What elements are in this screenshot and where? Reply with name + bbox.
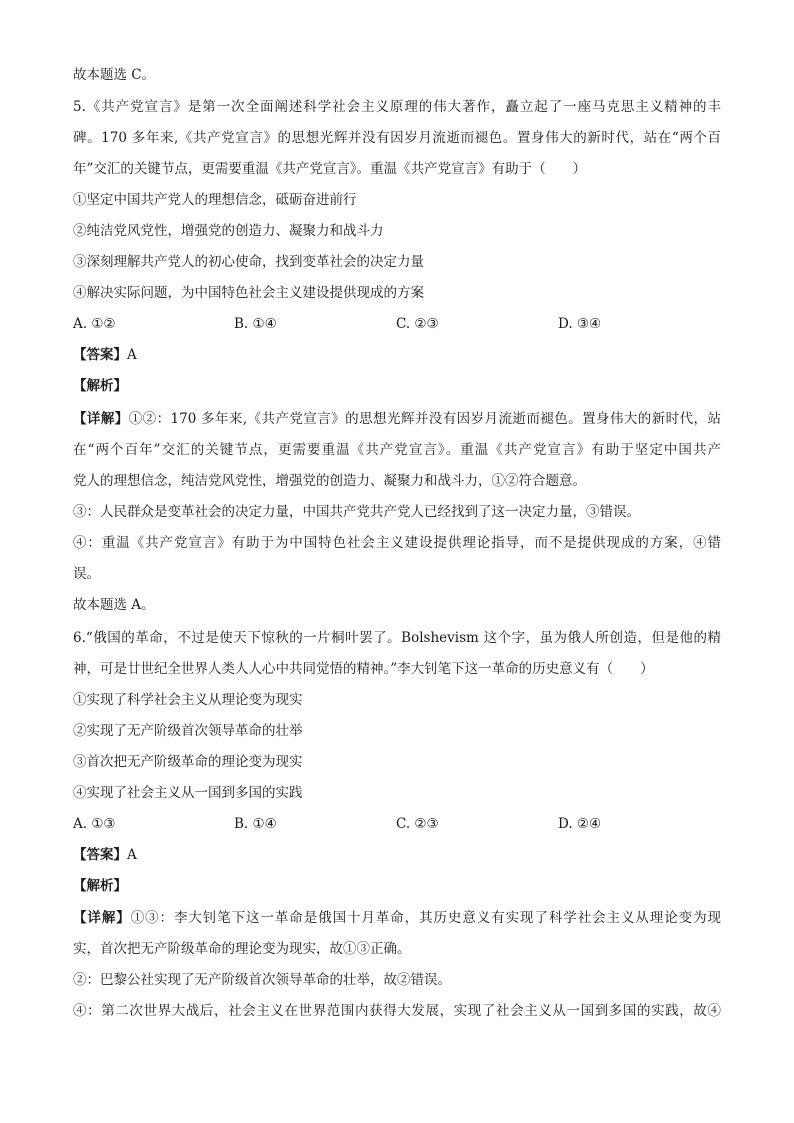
q5-option-a: A. ①② [73, 316, 116, 332]
q5-analysis-heading [73, 377, 721, 395]
q5-answer [73, 346, 721, 364]
q6-option-a: A. ①③ [73, 816, 116, 832]
q6-statement-4: ④实现了社会主义从一国到多国的实践 [73, 785, 303, 801]
q5-option-d: D. ③④ [558, 316, 602, 332]
answer-tag: 【答案】 [73, 847, 127, 863]
q6-statement-2: ②实现了无产阶级首次领导革命的壮举 [73, 723, 303, 739]
q5-detail-line-6: 误。 [73, 566, 100, 582]
q6-options [73, 815, 721, 833]
q6-detail-line-1 [73, 909, 721, 927]
q5-stem-line-3: 年”交汇的关键节点，更需要重温《共产党宣言》。重温《共产党宣言》有助于（ ） [73, 161, 587, 177]
q5-conclusion: 故本题选 A。 [73, 597, 155, 613]
answer-value: A [127, 347, 137, 363]
q4-conclusion: 故本题选 C。 [73, 67, 156, 83]
q6-detail-line-4: ④：第二次世界大战后，社会主义在世界范围内获得大发展，实现了社会主义从一国到多国的实践，故④ [73, 1003, 721, 1019]
q5-stem-line-2: 碑。170 多年来,《共产党宣言》的思想光辉并没有因岁月流逝而褪色。置身伟大的新时代，站在“两个百 [73, 130, 721, 146]
q6-option-d: D. ②④ [558, 816, 602, 832]
q6-answer [73, 846, 721, 864]
q5-detail-line-1 [73, 410, 721, 428]
q5-option-c: C. ②③ [396, 316, 439, 332]
q6-statement-1: ①实现了科学社会主义从理论变为现实 [73, 692, 303, 708]
q6-analysis-heading [73, 877, 721, 895]
q5-detail-line-5: ④：重温《共产党宣言》有助于为中国特色社会主义建设提供理论指导，而不是提供现成的方案，④错 [73, 535, 721, 551]
q5-stem-line-1: 5.《共产党宣言》是第一次全面阐述科学社会主义原理的伟大著作，矗立起了一座马克思主义精神的丰 [73, 99, 721, 115]
answer-tag: 【答案】 [73, 347, 127, 363]
answer-value: A [127, 847, 137, 863]
detail-text: ①③：李大钊笔下这一革命是俄国十月革命，其历史意义有实现了科学社会主义从理论变为现 [130, 910, 722, 926]
detail-tag: 【详解】 [73, 910, 131, 926]
q6-detail-line-2: 实，首次把无产阶级革命的理论变为现实，故①③正确。 [73, 941, 411, 957]
q5-statement-1: ①坚定中国共产党人的理想信念，砥砺奋进前行 [73, 192, 357, 208]
q5-statement-3: ③深刻理解共产党人的初心使命，找到变革社会的决定力量 [73, 254, 424, 270]
q6-option-c: C. ②③ [396, 816, 439, 832]
q5-detail-line-4: ③：人民群众是变革社会的决定力量，中国共产党共产党人已经找到了这一决定力量，③错误。 [73, 504, 640, 520]
detail-tag: 【详解】 [73, 411, 129, 427]
q6-detail-line-3: ②：巴黎公社实现了无产阶级首次领导革命的壮举，故②错误。 [73, 972, 451, 988]
q6-statement-3: ③首次把无产阶级革命的理论变为现实 [73, 754, 303, 770]
q5-detail-line-3: 党人的理想信念，纯洁党风党性，增强党的创造力、凝聚力和战斗力，①②符合题意。 [73, 473, 586, 489]
q5-option-b: B. ①④ [234, 316, 277, 332]
q6-stem-line-1: 6.“俄国的革命，不过是使天下惊秋的一片桐叶罢了。Bolshevism 这个字，虽为俄人所创造，但是他的精 [73, 630, 721, 646]
detail-text: ①②：170 多年来,《共产党宣言》的思想光辉并没有因岁月流逝而褪色。置身伟大的新时代，站 [128, 411, 721, 427]
q6-stem-line-2: 神，可是廿世纪全世界人类人人心中共同觉悟的精神。”李大钊笔下这一革命的历史意义有（ ） [73, 661, 654, 677]
analysis-tag: 【解析】 [73, 878, 127, 894]
q5-options [73, 315, 721, 333]
q5-statement-4: ④解决实际问题，为中国特色社会主义建设提供现成的方案 [73, 285, 424, 301]
analysis-tag: 【解析】 [73, 378, 127, 394]
q6-option-b: B. ①④ [234, 816, 277, 832]
q5-statement-2: ②纯洁党风党性，增强党的创造力、凝聚力和战斗力 [73, 223, 384, 239]
q5-detail-line-2: 在“两个百年”交汇的关键节点，更需要重温《共产党宣言》。重温《共产党宣言》有助于坚定中国共产 [73, 442, 721, 458]
